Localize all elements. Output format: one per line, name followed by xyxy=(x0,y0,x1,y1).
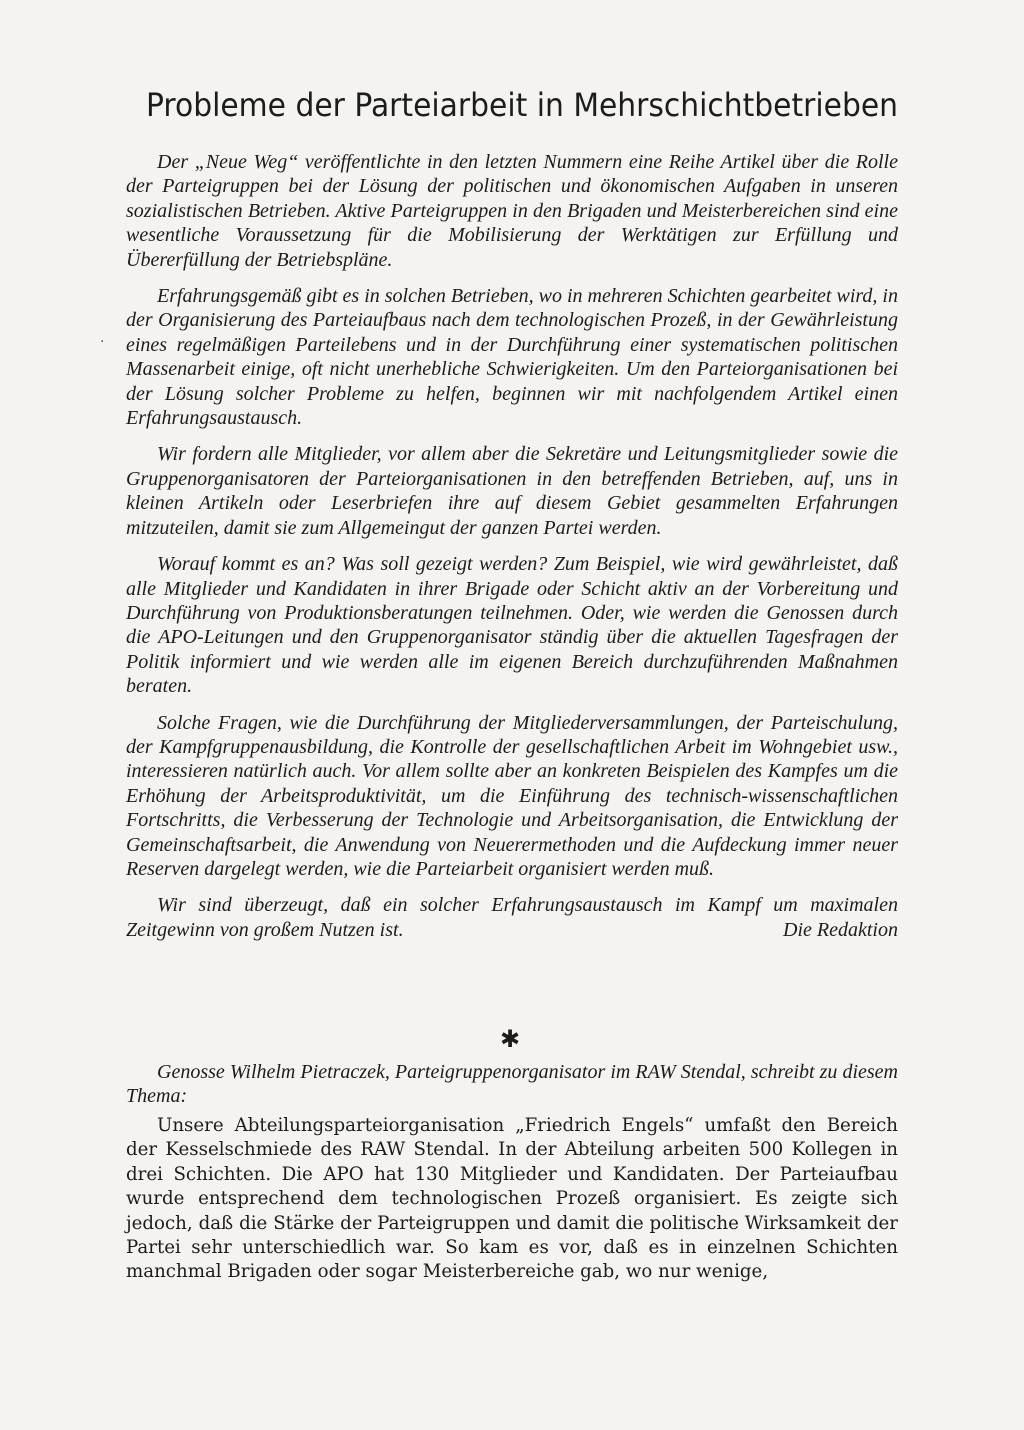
intro-paragraph: Wir fordern alle Mitglieder, vor allem aber die Sekretäre und Leitungsmitglieder sowie die Gruppenorganisatoren der Parteiorganisationen in den betreffenden Betrieben, auf, uns in kleinen Artikeln oder Leserbriefen ihre auf diesem Gebiet gesammelten Erfahrungen mitzuteilen, damit sie zum Allgemeingut der ganzen Partei werden. xyxy=(126,443,898,539)
editorial-signoff: Die Redaktion xyxy=(783,918,898,941)
intro-paragraph: Der „Neue Weg“ veröffentlichte in den letzten Nummern eine Reihe Artikel über die Rolle der Parteigruppen bei der Lösung der politischen und ökonomischen Aufgaben in unseren sozialistischen Betrieben. Aktive Parteigruppen in den Brigaden und Meisterbereichen sind eine wesentliche Voraussetzung für die Mobilisierung der Werktätigen zur Erfüllung und Übererfüllung der Betriebspläne. xyxy=(126,151,898,271)
closing-text: Wir sind überzeugt, daß ein solcher Erfahrungsaustausch im Kampf um maximalen Zeitgewinn von großem Nutzen ist. xyxy=(126,894,898,941)
section-separator-icon: ✱ xyxy=(500,1025,521,1053)
intro-paragraph: Solche Fragen, wie die Durchführung der Mitgliederversammlungen, der Parteischulung, der Kampfgruppenausbildung, die Kontrolle der gesellschaftlichen Arbeit im Wohngebiet usw., interessieren natürlich auch. Vor allem sollte aber an konkreten Beispielen des Kampfes um die Erhöhung der Arbeitsproduktivität, um die Einführung des technisch-wissenschaftlichen Fortschritts, die Verbesserung der Technologie und Arbeitsorganisation, die Entwicklung der Gemeinschaftsarbeit, die Anwendung von Neuerermethoden und die Aufdeckung immer neuer Reserven dargelegt werden, wie die Parteiarbeit organisiert werden muß. xyxy=(126,711,898,880)
intro-paragraph: Erfahrungsgemäß gibt es in solchen Betrieben, wo in mehreren Schichten gearbeitet wird, in der Organisierung des Parteiaufbaus nach dem technologischen Prozeß, in der Gewährleistung eines regelmäßigen Parteilebens und in der Durchführung einer systematischen politischen Massenarbeit einige, oft nicht unerhebliche Schwierigkeiten. Um den Parteiorganisationen bei der Lösung solcher Probleme zu helfen, beginnen wir mit nachfolgendem Artikel einen Erfahrungsaustausch. xyxy=(126,285,898,430)
margin-dot: · xyxy=(100,334,105,350)
article-body-paragraph: Unsere Abteilungsparteiorganisation „Friedrich Engels“ umfaßt den Bereich der Kesselschmiede des RAW Stendal. In der Abteilung arbeiten 500 Kollegen in drei Schichten. Die APO hat 130 Mitglieder und Kandidaten. Der Parteiaufbau wurde entsprechend dem technologischen Prozeß organisiert. Es zeigte sich jedoch, daß die Stärke der Parteigruppen und damit die politische Wirksamkeit der Partei sehr unterschiedlich war. So kam es vor, daß es in einzelnen Schichten manchmal Brigaden oder sogar Meisterbereiche gab, wo nur wenige, xyxy=(126,1115,898,1283)
closing-paragraph xyxy=(126,893,898,942)
intro-paragraph: Worauf kommt es an? Was soll gezeigt werden? Zum Beispiel, wie wird gewährleistet, daß alle Mitglieder und Kandidaten in ihrer Brigade oder Schicht aktiv an der Vorbereitung und Durchführung von Produktionsberatungen teilnehmen. Oder, wie werden die Genossen durch die APO-Leitungen und den Gruppenorganisator ständig über die aktuellen Tagesfragen der Politik informiert und wie werden alle im eigenen Bereich durchzuführenden Maßnahmen beraten. xyxy=(126,553,898,698)
article-title: Probleme der Parteiarbeit in Mehrschichtbetrieben xyxy=(146,86,899,124)
editorial-intro xyxy=(126,150,898,942)
author-introduction: Genosse Wilhelm Pietraczek, Parteigruppenorganisator im RAW Stendal, schreibt zu diesem Thema: xyxy=(126,1061,898,1108)
